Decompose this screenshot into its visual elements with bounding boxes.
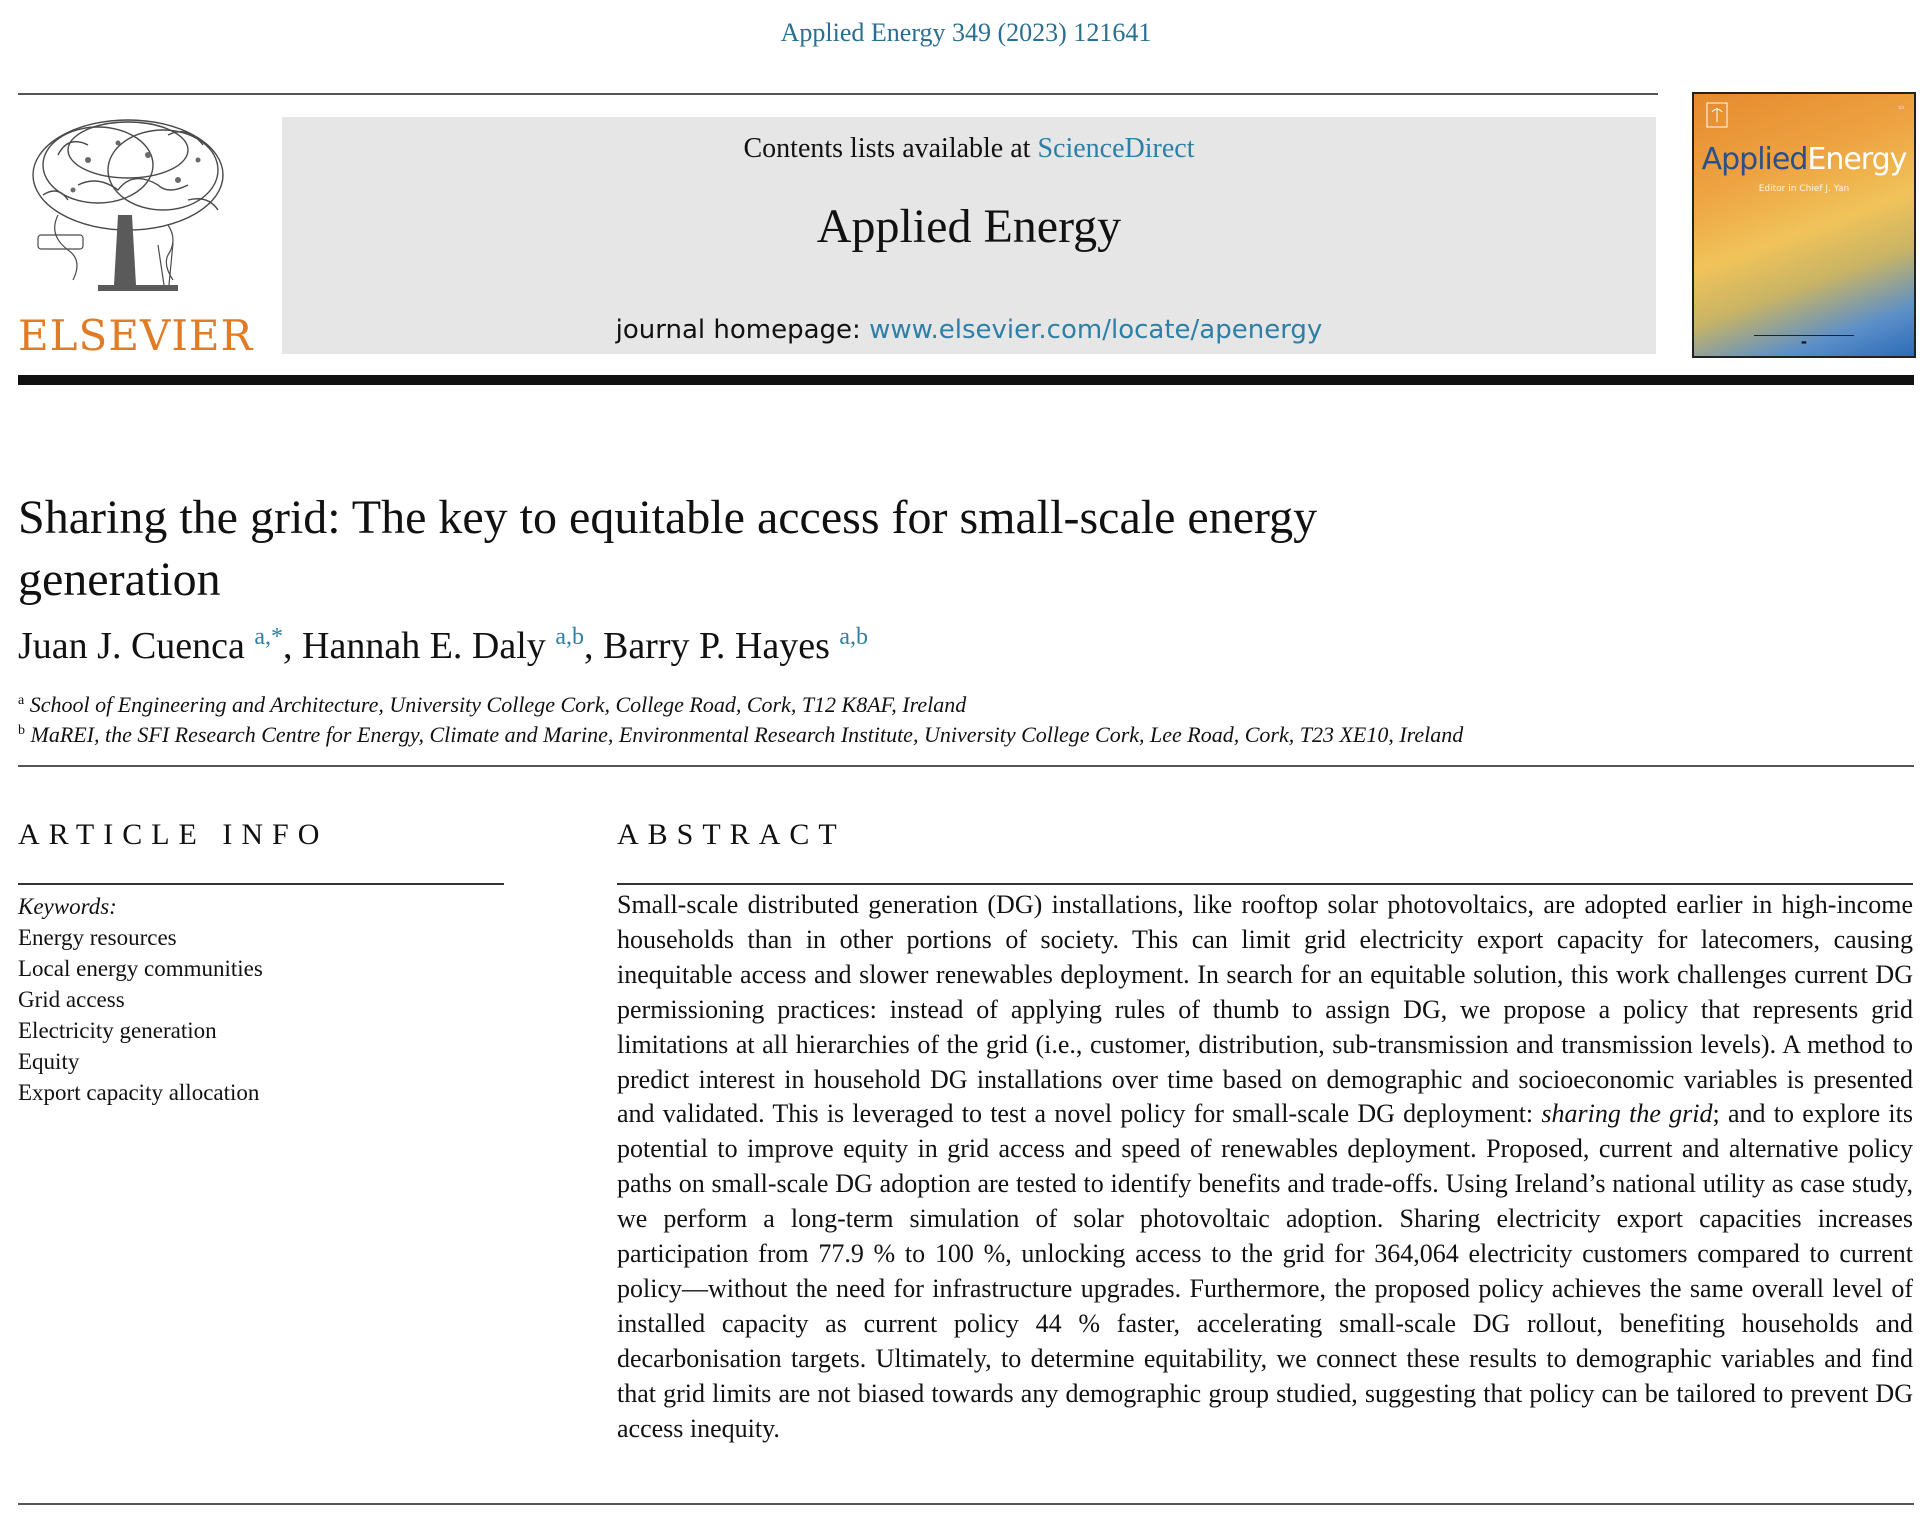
article-info-heading: ARTICLE INFO [18, 818, 329, 851]
keyword-item: Export capacity allocation [18, 1080, 260, 1105]
journal-banner [282, 117, 1656, 354]
cover-title-applied: Applied [1701, 142, 1808, 177]
contents-prefix: Contents lists available at [743, 133, 1038, 164]
abstract-divider [617, 883, 1913, 885]
abstract-heading: ABSTRACT [617, 818, 846, 851]
author-separator: , [583, 625, 603, 667]
author-affiliation-mark[interactable]: a,b [555, 624, 584, 650]
journal-homepage-link[interactable]: www.elsevier.com/locate/apenergy [869, 315, 1323, 345]
keyword-item: Electricity generation [18, 1018, 217, 1043]
author-name[interactable]: Barry P. Hayes [602, 625, 830, 667]
top-divider [18, 93, 1658, 95]
author-separator: , [283, 625, 303, 667]
publisher-name: ELSEVIER [18, 311, 254, 360]
keyword-item: Energy resources [18, 925, 177, 950]
keyword-item: Equity [18, 1049, 80, 1074]
tree-icon [18, 115, 238, 305]
affiliation-text: School of Engineering and Architecture, University College Cork, College Road, Cork, T12 K8AF, Ireland [29, 692, 967, 717]
article-title: Sharing the grid: The key to equitable access for small-scale energy generation [18, 491, 1318, 606]
keyword-item: Grid access [18, 987, 125, 1012]
abstract-emphasis: sharing the grid [1541, 1099, 1713, 1129]
keywords-label: Keywords: [18, 894, 117, 919]
homepage-prefix: journal homepage: [615, 315, 870, 345]
journal-cover[interactable] [1692, 92, 1916, 358]
affiliation-a [18, 692, 966, 718]
article-info-divider [18, 883, 504, 885]
author-affiliation-mark[interactable]: a,* [254, 624, 284, 650]
abstract-text-part1: Small-scale distributed generation (DG) installations, like rooftop solar photovoltaics, are adopted earlier in high-income households than in other portions of society. This can limit grid electricity export capacity for latecomers, causing inequitable access and slower renewables deployment. In search for an equitable solution, this work challenges current DG permissioning practices: instead of applying rules of thumb to assign DG, we propose a policy that represents grid limitations at all hierarchies of the grid (i.e., customer, distribution, sub-transmission and transmission levels). A method to predict interest in household DG installations over time based on demographic and socioeconomic variables is presented and validated. This is leveraged to test a novel policy for small-scale DG deployment: [617, 890, 1913, 1129]
sciencedirect-link[interactable]: ScienceDirect [1037, 133, 1195, 164]
journal-title: Applied Energy [816, 200, 1122, 253]
cover-publisher-icon [1706, 102, 1728, 128]
contents-line [282, 133, 1656, 165]
author-affiliation-mark[interactable]: a,b [839, 624, 869, 650]
author-name[interactable]: Juan J. Cuenca [18, 625, 245, 667]
cover-issn-mark: ▭ [1898, 104, 1904, 111]
abstract-text-part2: ; and to explore its potential to improve equity in grid access and speed of renewables deployment. Proposed, current and alternative policy paths on small-scale DG adoption are tested to identify benefits and trade-offs. Using Ireland’s national utility as case study, we perform a long-term simulation of solar photovoltaic adoption. Sharing electricity export capacities increases participation from 77.9 % to 100 %, unlocking access to the grid for 364,064 electricity customers compared to current policy—without the need for infrastructure upgrades. Furthermore, the proposed policy achieves the same overall level of installed capacity as current policy 44 % faster, accelerating small-scale DG rollout, benefiting households and decarbonisation targets. Ultimately, to determine equitability, we connect these results to demographic variables and find that grid limits are not biased towards any demographic group studied, suggesting that policy can be tailored to prevent DG access inequity. [617, 1099, 1914, 1443]
affiliation-b [18, 722, 1463, 748]
keywords-list [18, 922, 263, 1108]
author-name[interactable]: Hannah E. Daly [302, 625, 546, 667]
cover-footer-mark: ▬ [1801, 339, 1807, 346]
author-list [18, 624, 868, 668]
bottom-divider [18, 1503, 1914, 1505]
affiliation-mark: a [18, 693, 25, 708]
header-thick-divider [18, 375, 1914, 385]
cover-footer-line [1754, 335, 1854, 336]
affiliation-mark: b [18, 723, 25, 738]
journal-citation[interactable]: Applied Energy 349 (2023) 121641 [780, 18, 1152, 47]
abstract-text [617, 888, 1913, 1447]
cover-editor: Editor in Chief J. Yan [1758, 184, 1850, 194]
affiliation-text: MaREI, the SFI Research Centre for Energy, Climate and Marine, Environmental Research Institute, University College Cork, Lee Road, Cork, T23 XE10, Ireland [30, 722, 1464, 747]
cover-title-energy: Energy [1807, 142, 1907, 177]
keyword-item: Local energy communities [18, 956, 263, 981]
homepage-line [282, 315, 1656, 345]
affiliation-divider [18, 765, 1914, 767]
cover-title [1694, 142, 1914, 177]
elsevier-logo[interactable] [18, 115, 254, 360]
